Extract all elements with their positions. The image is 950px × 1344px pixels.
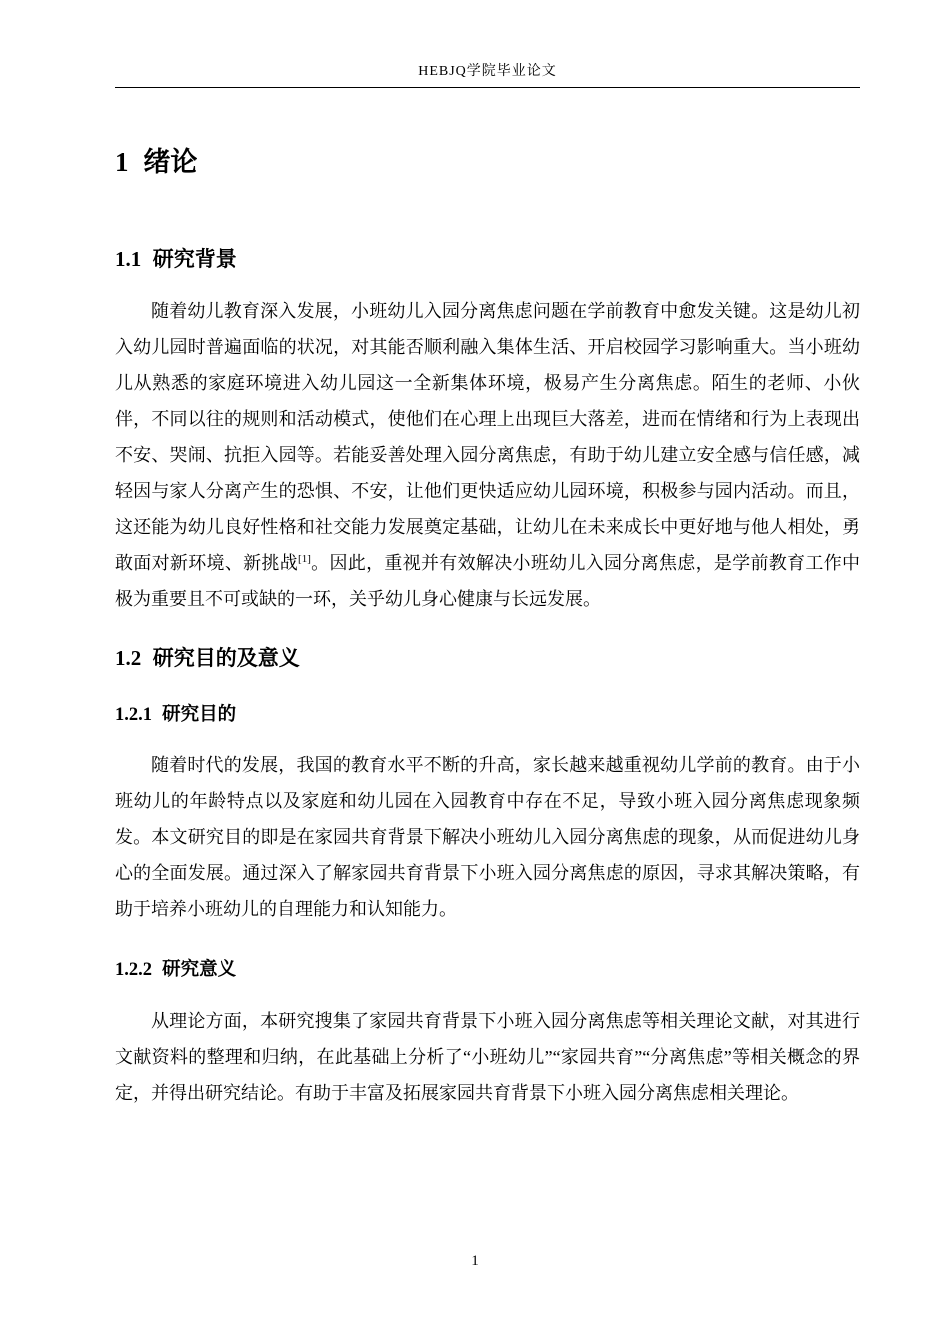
subsection-number: 1.2.1: [115, 705, 152, 726]
subsection-heading-1-2-1: [115, 702, 860, 727]
section-heading-1-1: [115, 246, 860, 273]
paragraph-research-significance: 从理论方面，本研究搜集了家园共育背景下小班入园分离焦虑等相关理论文献，对其进行文献资料的整理和归纳，在此基础上分析了“小班幼儿”“家园共育”“分离焦虑”等相关概念的界定，并得出研究结论。有助于丰富及拓展家园共育背景下小班入园分离焦虑相关理论。: [115, 1010, 860, 1103]
header-divider: [115, 87, 860, 88]
section-heading-1-2: [115, 645, 860, 672]
chapter-number: 1: [115, 147, 129, 177]
page-number: 1: [471, 1253, 479, 1269]
subsection-title: 研究意义: [162, 958, 237, 980]
running-header: HEBJQ学院毕业论文: [418, 64, 557, 79]
subsection-heading-1-2-2: [115, 957, 860, 982]
paragraph-research-purpose: 随着时代的发展，我国的教育水平不断的升高，家长越来越重视幼儿学前的教育。由于小班幼儿的年龄特点以及家庭和幼儿园在入园教育中存在不足，导致小班入园分离焦虑现象频发。本文研究目的即是在家园共育背景下解决小班幼儿入园分离焦虑的现象，从而促进幼儿身心的全面发展。通过深入了解家园共育背景下小班入园分离焦虑的原因，寻求其解决策略，有助于培养小班幼儿的自理能力和认知能力。: [115, 755, 860, 920]
section-number: 1.2: [115, 646, 142, 670]
chapter-title: 绪论: [143, 147, 198, 177]
chapter-heading: [115, 146, 860, 180]
paragraph-text: 随着幼儿教育深入发展，小班幼儿入园分离焦虑问题在学前教育中愈发关键。这是幼儿初入幼儿园时普遍面临的状况，对其能否顺利融入集体生活、开启校园学习影响重大。当小班幼儿从熟悉的家庭环境进入幼儿园这一全新集体环境，极易产生分离焦虑。陌生的老师、小伙伴，不同以往的规则和活动模式，使他们在心理上出现巨大落差，进而在情绪和行为上表现出不安、哭闹、抗拒入园等。若能妥善处理入园分离焦虑，有助于幼儿建立安全感与信任感，减轻因与家人分离产生的恐惧、不安，让他们更快适应幼儿园环境，积极参与园内活动。而且，这还能为幼儿良好性格和社交能力发展奠定基础，让幼儿在未来成长中更好地与他人相处，勇敢面对新环境、新挑战: [115, 301, 860, 573]
section-title: 研究目的及意义: [152, 647, 300, 670]
paragraph-research-background: [115, 293, 860, 617]
paragraph-text: 。因此，重视并有效解决小班幼儿入园分离焦虑，是学前教育工作中极为重要且不可或缺的一环，关乎幼儿身心健康与长远发展。: [115, 553, 861, 609]
subsection-number: 1.2.2: [115, 960, 152, 981]
subsection-title: 研究目的: [162, 703, 237, 725]
citation-ref-1: [1]: [298, 553, 311, 565]
section-number: 1.1: [115, 246, 142, 271]
section-title: 研究背景: [152, 247, 237, 271]
